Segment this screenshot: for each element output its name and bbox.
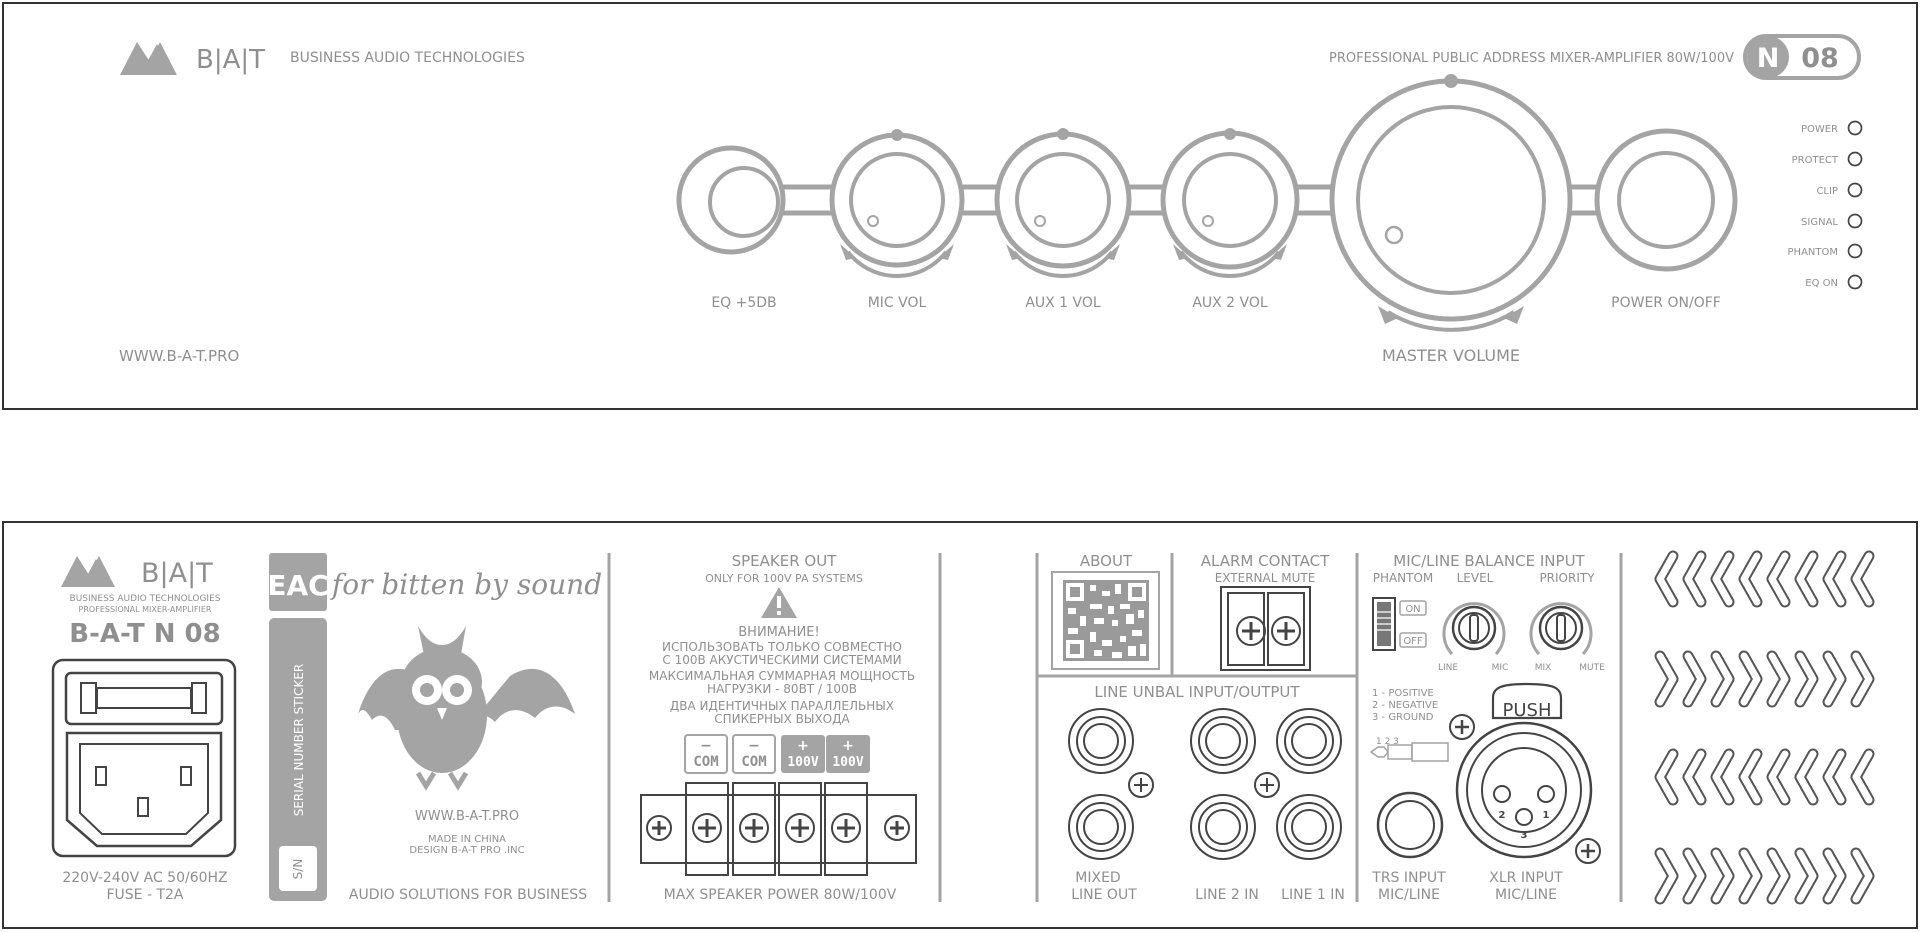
- level-label: LEVEL: [1456, 571, 1494, 585]
- led-protect-label: PROTECT: [1791, 155, 1838, 166]
- terminal-1-label: COM: [693, 754, 719, 770]
- phantom-off-label: OFF: [1403, 636, 1423, 647]
- level-mic-label: MIC: [1491, 663, 1509, 673]
- led-signal-label: SIGNAL: [1801, 217, 1838, 228]
- xlr-pin-1: 1: [1542, 810, 1550, 821]
- aux1-vol-label: AUX 1 VOL: [1025, 295, 1101, 311]
- sn-label: S/N: [291, 858, 305, 880]
- line2-in-label: LINE 2 IN: [1195, 887, 1259, 903]
- eac-mark: [267, 553, 328, 611]
- phantom-on-label: ON: [1405, 604, 1421, 615]
- line1-in-label: LINE 1 IN: [1281, 887, 1345, 903]
- priority-label: PRIORITY: [1539, 571, 1595, 585]
- serial-sticker-text: SERIAL NUMBER STICKER: [292, 663, 306, 817]
- aux2-vol-label: AUX 2 VOL: [1192, 295, 1268, 311]
- front-brand-tagline: BUSINESS AUDIO TECHNOLOGIES: [290, 50, 525, 66]
- pinout-2: 2 - NEGATIVE: [1372, 700, 1439, 711]
- mic-vol-label: MIC VOL: [867, 295, 927, 311]
- warning-line-6: СПИКЕРНЫХ ВЫХОДА: [714, 712, 850, 726]
- warning-line-2: С 100В АКУСТИЧЕСКИМИ СИСТЕМАМИ: [662, 653, 902, 667]
- terminal-1-sign: −: [700, 738, 712, 754]
- warning-title: ВНИМАНИЕ!: [738, 625, 820, 640]
- master-volume-label: MASTER VOLUME: [1382, 346, 1520, 365]
- warning-line-5: ДВА ИДЕНТИЧНЫХ ПАРАЛЛЕЛЬНЫХ: [669, 699, 895, 713]
- max-speaker-power: MAX SPEAKER POWER 80W/100V: [663, 887, 897, 903]
- mixed-line-out-2: LINE OUT: [1071, 887, 1137, 903]
- front-brand-letters: B|A|T: [196, 45, 266, 75]
- design-credit: DESIGN B-A-T PRO .INC: [409, 845, 525, 856]
- led-phantom-label: PHANTOM: [1787, 247, 1838, 258]
- speaker-out-title: SPEAKER OUT: [731, 552, 837, 570]
- rear-panel: [3, 522, 1917, 928]
- pinout-1: 1 - POSITIVE: [1372, 688, 1434, 699]
- xlr-pin-3: 3: [1520, 830, 1528, 841]
- external-mute-label: EXTERNAL MUTE: [1214, 571, 1316, 585]
- trs-input-label-2: MIC/LINE: [1378, 887, 1440, 903]
- line-unbal-title: LINE UNBAL INPUT/OUTPUT: [1094, 683, 1300, 701]
- rear-brand-line1: BUSINESS AUDIO TECHNOLOGIES: [69, 594, 221, 604]
- led-clip-label: CLIP: [1816, 186, 1838, 197]
- product-description: PROFESSIONAL PUBLIC ADDRESS MIXER-AMPLIFIER 80W/100V: [1329, 51, 1734, 66]
- alarm-contact-title: ALARM CONTACT: [1200, 552, 1330, 570]
- xlr-input-label-1: XLR INPUT: [1489, 870, 1563, 886]
- priority-mute-label: MUTE: [1579, 663, 1605, 673]
- model-badge-number: 08: [1801, 43, 1839, 74]
- terminal-4-sign: +: [842, 738, 854, 754]
- warning-line-3: МАКСИМАЛЬНАЯ СУММАРНАЯ МОЩНОСТЬ: [648, 669, 916, 683]
- fuse-spec: FUSE - T2A: [106, 887, 184, 903]
- rear-website: WWW.B-A-T.PRO: [414, 809, 520, 824]
- speaker-out-subtitle: ONLY FOR 100V PA SYSTEMS: [705, 572, 863, 585]
- terminal-2-label: COM: [741, 754, 767, 770]
- priority-mix-label: MIX: [1534, 663, 1552, 673]
- audio-solutions: AUDIO SOLUTIONS FOR BUSINESS: [348, 887, 588, 903]
- rear-brand-line2: PROFESSIONAL MIXER-AMPLIFIER: [78, 605, 212, 614]
- qr-code-icon[interactable]: [1052, 572, 1159, 669]
- eac-text: EAC: [267, 569, 329, 602]
- rear-brand-letters: B|A|T: [141, 558, 213, 589]
- terminal-3-sign: +: [797, 738, 809, 754]
- led-eq-on-label: EQ ON: [1805, 278, 1838, 289]
- about-title: ABOUT: [1079, 552, 1133, 570]
- mic-line-balance-title: MIC/LINE BALANCE INPUT: [1393, 552, 1585, 570]
- trs-input-label-1: TRS INPUT: [1372, 870, 1446, 886]
- xlr-input-label-2: MIC/LINE: [1495, 887, 1557, 903]
- terminal-3-label: 100V: [787, 755, 819, 770]
- slogan: for bitten by sound: [331, 568, 603, 601]
- front-panel: [3, 3, 1917, 409]
- terminal-2-sign: −: [748, 738, 760, 754]
- warning-line-1: ИСПОЛЬЗОВАТЬ ТОЛЬКО СОВМЕСТНО: [661, 640, 903, 654]
- trs-pin-numbers: 1 2 3: [1376, 737, 1399, 747]
- xlr-pin-2: 2: [1498, 810, 1506, 821]
- terminal-4-label: 100V: [832, 755, 864, 770]
- power-spec: 220V-240V AC 50/60HZ: [62, 870, 228, 886]
- push-label: PUSH: [1502, 700, 1552, 721]
- phantom-label: PHANTOM: [1372, 571, 1434, 585]
- pinout-3: 3 - GROUND: [1372, 712, 1434, 723]
- eq-label: EQ +5DB: [711, 295, 777, 311]
- front-website: WWW.B-A-T.PRO: [119, 347, 240, 365]
- level-line-label: LINE: [1437, 663, 1459, 673]
- model-badge-n: N: [1756, 43, 1780, 74]
- serial-sticker: [269, 618, 327, 901]
- led-power-label: POWER: [1800, 124, 1838, 135]
- warning-line-4: НАГРУЗКИ - 80ВТ / 100В: [707, 682, 857, 696]
- power-label: POWER ON/OFF: [1611, 295, 1721, 311]
- rear-model: B-A-T N 08: [69, 619, 221, 649]
- made-in: MADE IN CHINA: [427, 834, 507, 845]
- mixed-line-out-1: MIXED: [1075, 870, 1121, 886]
